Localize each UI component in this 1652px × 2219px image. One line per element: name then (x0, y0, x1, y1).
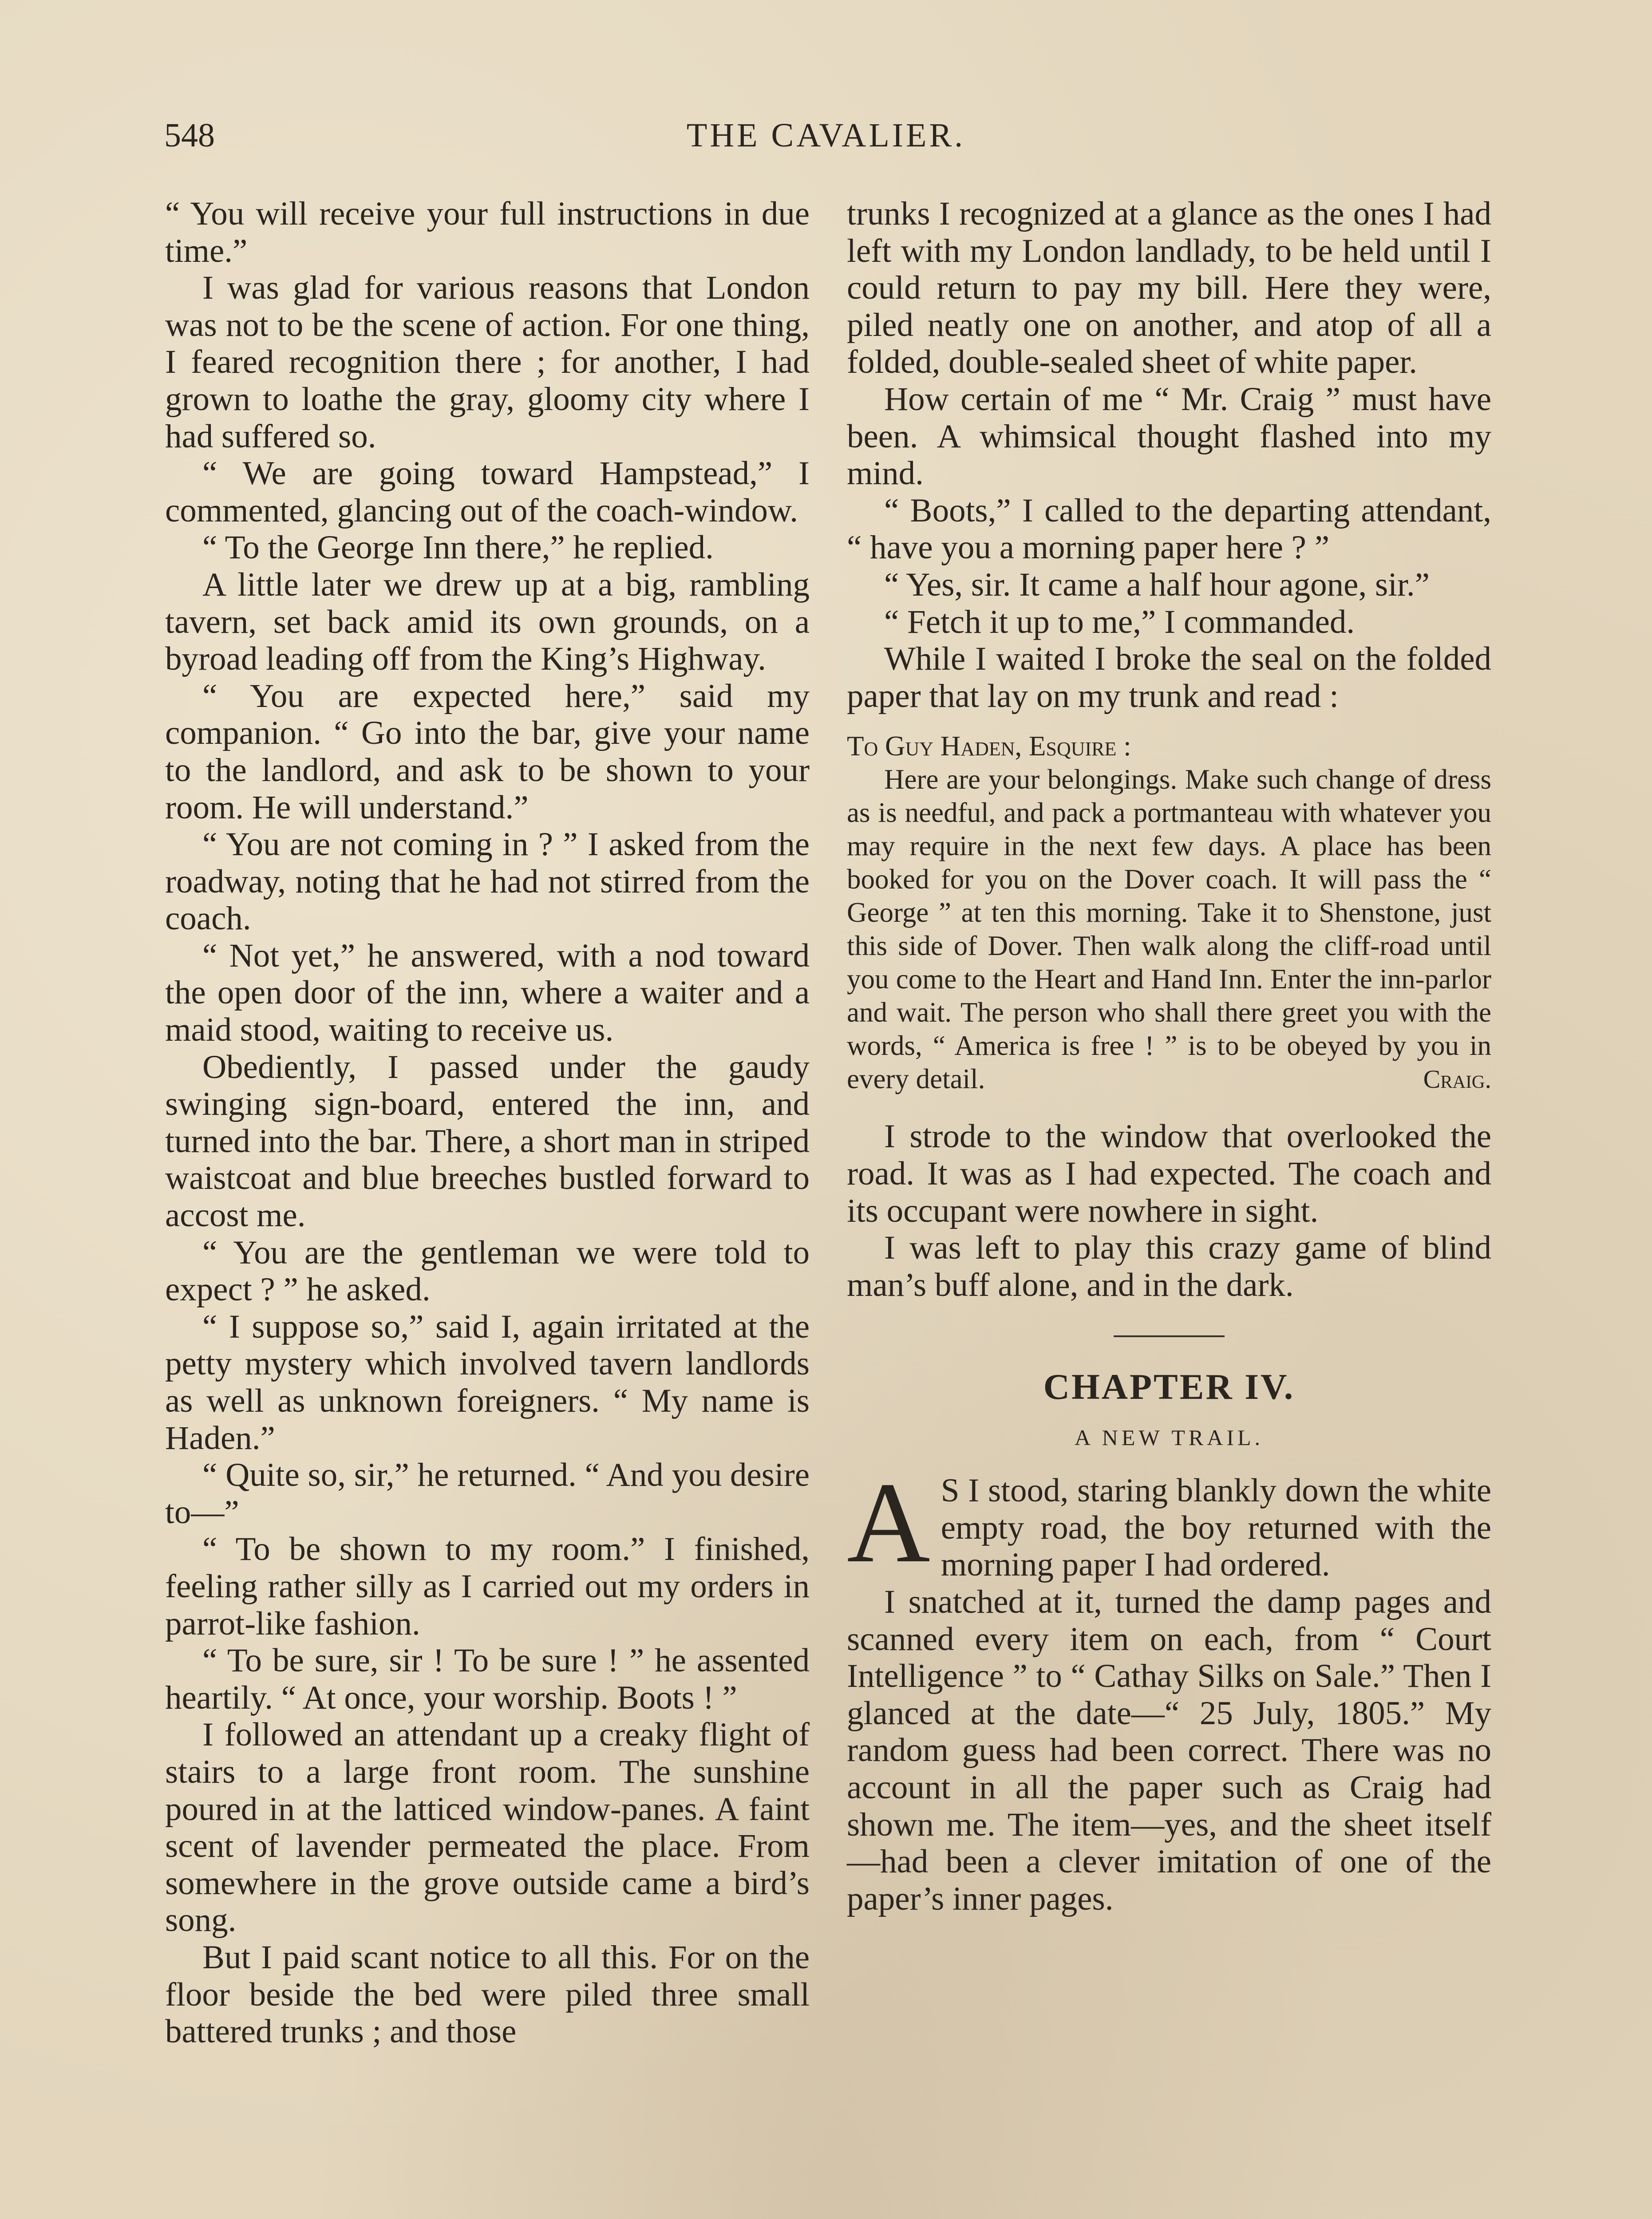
paragraph: But I paid scant notice to all this. For on the floor beside the bed were piled three small battered trunks ; and those (165, 1939, 810, 2050)
paragraph: I strode to the window that overlooked the road. It was as I had expected. The coach and its occupant were nowhere in sight. (847, 1118, 1491, 1229)
paragraph: “ To be sure, sir ! To be sure ! ” he assented heartily. “ At once, your worship. Boots ! ” (165, 1642, 810, 1716)
paragraph: How certain of me “ Mr. Craig ” must have been. A whimsical thought flashed into my mind. (847, 380, 1491, 492)
letter-signature: Craig. (1423, 1065, 1491, 1094)
paragraph: “ I suppose so,” said I, again irritated at the petty mystery which involved tavern landlords as well as unknown foreigners. “ My name is Haden.” (165, 1308, 810, 1457)
continuation-paragraph: trunks I recognized at a glance as the ones I had left with my London landlady, to be held until I could return to pay my bill. Here they were, piled neatly one on another, and atop of all a folded, double-sealed sheet of white paper. (847, 195, 1491, 381)
paragraph: I snatched at it, turned the damp pages and scanned every item on each, from “ Court Intelligence ” to “ Cathay Silks on Sale.” Then I glanced at the date—“ 25 July, 1805.” My random guess had been correct. There was no account in all the paper such as Craig had shown me. The item—yes, and the sheet itself—had been a clever imitation of one of the paper’s inner pages. (847, 1583, 1491, 1917)
paragraph: “ To the George Inn there,” he replied. (202, 529, 714, 566)
paragraph: I was glad for various reasons that London was not to be the scene of action. For one thing, I feared recognition there ; for another, I had grown to loathe the gray, gloomy city where I had suffered so. (165, 269, 810, 455)
section-divider (1114, 1335, 1225, 1337)
right-column (847, 195, 1491, 1917)
chapter-opening-paragraph (847, 1459, 1491, 1587)
paragraph: I was left to play this crazy game of blind man’s buff alone, and in the dark. (847, 1229, 1491, 1303)
left-column (165, 195, 810, 2050)
chapter-subtitle: A NEW TRAIL. (1074, 1425, 1264, 1450)
paragraph: “ Boots,” I called to the departing attendant, “ have you a morning paper here ? ” (847, 492, 1491, 566)
paragraph: “ Yes, sir. It came a half hour agone, sir.” (884, 566, 1430, 603)
paragraph: “ We are going toward Hampstead,” I commented, glancing out of the coach-window. (165, 455, 810, 529)
paragraph: “ You are expected here,” said my companion. “ Go into the bar, give your name to the landlord, and ask to be shown to your room. He will understand.” (165, 677, 810, 826)
paragraph: “ You are the gentleman we were told to expect ? ” he asked. (165, 1234, 810, 1308)
paragraph: “ Quite so, sir,” he returned. “ And you desire to—” (165, 1457, 810, 1531)
running-head: THE CAVALIER. (686, 117, 966, 154)
chapter-title: CHAPTER IV. (1043, 1366, 1295, 1407)
letter (847, 730, 1491, 1096)
paragraph: “ To be shown to my room.” I finished, feeling rather silly as I carried out my orders in parrot-like fashion. (165, 1531, 810, 1642)
letter-salutation: To Guy Haden, Esquire : (847, 730, 1131, 762)
paragraph: Obediently, I passed under the gaudy swinging sign-board, entered the inn, and turned into the bar. There, a short man in striped waistcoat and blue breeches bustled forward to accost me. (165, 1048, 810, 1234)
paragraph: I followed an attendant up a creaky flight of stairs to a large front room. The sunshine poured in at the latticed window-panes. A faint scent of lavender permeated the place. From somewhere in the grove outside came a bird’s song. (165, 1716, 810, 1939)
page-number: 548 (164, 117, 215, 154)
paragraph: “ Fetch it up to me,” I commanded. (884, 603, 1355, 640)
paragraph: “ You are not coming in ? ” I asked from the roadway, noting that he had not stirred from the coach. (165, 826, 810, 937)
paragraph: “ You will receive your full instructions in due time.” (165, 195, 810, 269)
letter-body-text: Here are your belongings. Make such change of dress as is needful, and pack a portmanteau with whatever you may require in the next few days. A place has been booked for you on the Dover coach. It will pass the “ George ” at ten this morning. Take it to Shenstone, just this side of Dover. Then walk along the cliff-road until you come to the Heart and Hand Inn. Enter the inn-parlor and wait. The person who shall there greet you with the words, “ America is free ! ” is to be obeyed by you in every detail. (847, 764, 1491, 1095)
drop-cap: A (847, 1459, 930, 1587)
letter-body (847, 763, 1491, 1096)
paragraph: A little later we drew up at a big, rambling tavern, set back amid its own grounds, on a byroad leading off from the King’s Highway. (165, 566, 810, 678)
paragraph: While I waited I broke the seal on the folded paper that lay on my trunk and read : (847, 640, 1491, 715)
opening-text: S I stood, staring blankly down the white empty road, the boy returned with the morning paper I had ordered. (941, 1472, 1491, 1583)
paragraph: “ Not yet,” he answered, with a nod toward the open door of the inn, where a waiter and a maid stood, waiting to receive us. (165, 937, 810, 1049)
